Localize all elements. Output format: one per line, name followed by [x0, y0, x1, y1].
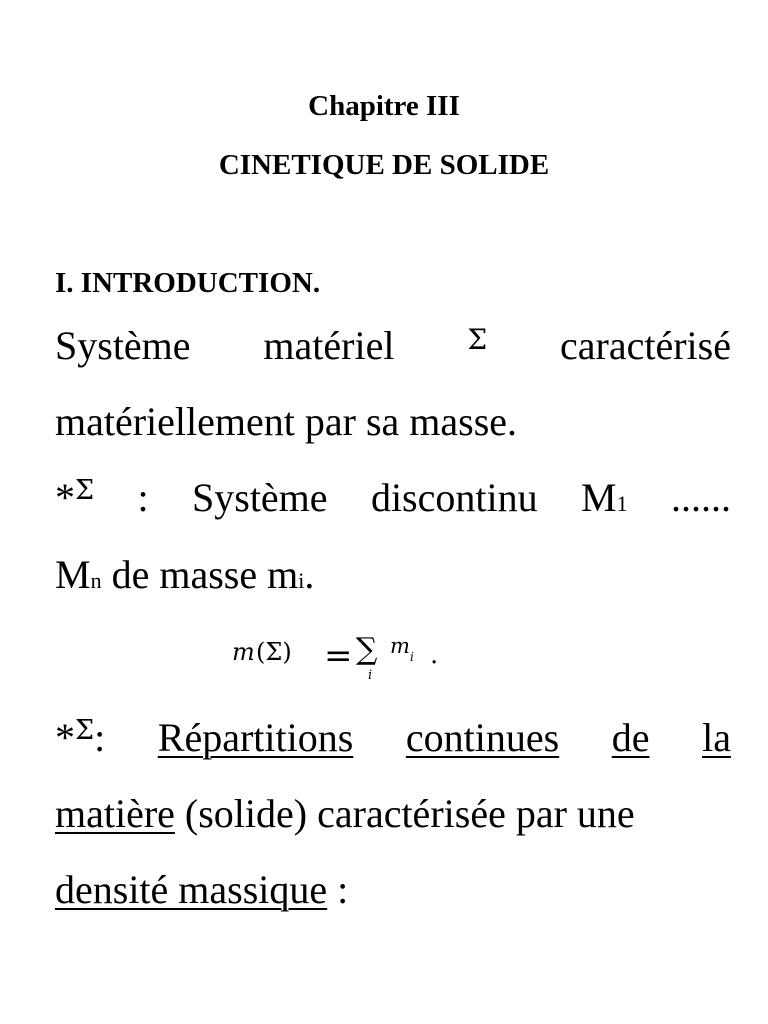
sigma-group — [55, 474, 94, 527]
m1-term — [581, 474, 628, 528]
mn-subscript: n — [90, 568, 102, 593]
mn-base: M — [55, 552, 91, 597]
word-underlined: Répartitions — [157, 715, 354, 760]
paragraph-3-line-3 — [55, 866, 731, 914]
formula-mi-subscript: i — [410, 650, 414, 664]
paragraph-2-line-2 — [55, 551, 731, 605]
colon: : — [94, 715, 106, 760]
word: caractérisé — [560, 323, 731, 368]
formula-sigma-paren: (Σ) — [256, 638, 292, 666]
summation-symbol: ∑ — [356, 632, 378, 667]
chapter-title: CINETIQUE DE SOLIDE — [218, 149, 550, 181]
line-text: (solide) caractérisée par une — [174, 791, 635, 836]
formula-period: . — [430, 640, 439, 670]
formula-mi: m — [390, 634, 410, 658]
word-underlined: continues — [405, 715, 560, 760]
paragraph-1-line-2: matériellement par sa masse. — [55, 399, 518, 444]
word-underlined: de — [611, 715, 650, 760]
mi-subscript: i — [298, 568, 305, 593]
paragraph-3-line-1 — [55, 714, 731, 767]
colon: : — [137, 475, 149, 520]
chapter-label: Chapitre III — [308, 90, 460, 122]
word: Système — [55, 323, 191, 368]
sigma-symbol: Σ — [467, 323, 488, 356]
word: discontinu — [370, 475, 538, 520]
formula-m: m — [232, 638, 255, 666]
sigma-group — [55, 714, 105, 767]
underlined-term: matière — [55, 791, 175, 836]
mass-sum-formula — [232, 630, 452, 690]
star-symbol: * — [55, 715, 75, 760]
paragraph-3-line-2 — [55, 790, 731, 838]
m1-subscript: 1 — [616, 491, 628, 516]
m1-base: M — [581, 475, 617, 520]
paragraph-2-line-1 — [55, 474, 731, 528]
sigma-symbol: Σ — [75, 475, 95, 506]
sigma-symbol: Σ — [75, 715, 95, 746]
word: Système — [192, 475, 328, 520]
period: . — [304, 552, 315, 597]
formula-equals: = — [324, 636, 353, 676]
underlined-term: densité massique — [55, 867, 328, 912]
paragraph-1-line-1 — [55, 322, 731, 374]
mass-text: de masse m — [101, 552, 299, 597]
star-symbol: * — [55, 475, 75, 520]
word: matériel — [263, 323, 395, 368]
line-text: : — [327, 867, 349, 912]
summation-index: i — [368, 668, 373, 683]
section-heading: I. INTRODUCTION. — [55, 267, 321, 299]
word-underlined: la — [702, 715, 731, 760]
ellipsis: ...... — [670, 475, 731, 520]
